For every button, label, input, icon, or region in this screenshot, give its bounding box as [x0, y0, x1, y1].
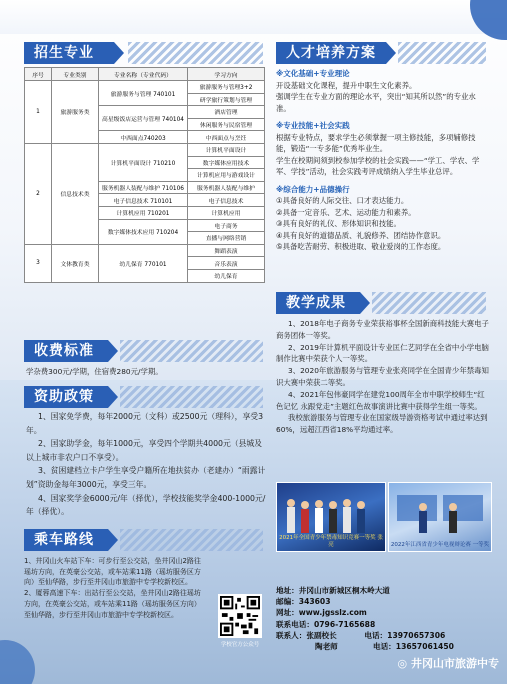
talent-line: ①具备良好的人际交往、口才表达能力。 [276, 196, 409, 205]
aid-item: 2、国家助学金，每年1000元，享受四个学期共4000元（县城及以上城市非农户口不享受）。 [26, 439, 262, 462]
section-title-fees: 收费标准 [24, 340, 108, 362]
result-item: 我校旅游服务与管理专业在国家级导游资格考试中通过率达到60%，远超江西省18%平均通过率。 [276, 413, 488, 435]
school-logo-text [398, 655, 499, 671]
aid-item: 3、贫困建档立卡户学生享受户籍所在地扶贫办（老建办）“雨露计划”资助金每年3000元，享受三年。 [26, 466, 266, 489]
aid-item: 4、国家奖学金6000元/年（择优），学校技能奖学金400-1000元/年（择优）。 [26, 493, 266, 517]
label: 电话： [373, 642, 396, 652]
person-name: 陶老师 [315, 642, 338, 652]
decor-stripe [398, 42, 486, 64]
qr-caption: 学校官方公众号 [220, 642, 260, 648]
route-item: 1、井冈山火车站下车：可步行至公交站，坐井冈山2路往瑶坊方向，在英豪公交站，或车站乘11路（瑶坊服务区方向）至仙华路，步行至井冈山市旅游中专学校新校区。 [24, 557, 201, 587]
cell-direction: 酒店管理 [188, 106, 265, 119]
cell-direction: 休闲服务与民宿管理 [188, 118, 265, 131]
cell-direction: 服务机器人装配与维护 [188, 181, 265, 194]
photo-figures [277, 489, 384, 539]
cell-major: 中西面点740203 [99, 131, 188, 144]
decor-stripe [120, 340, 263, 362]
section-title-aid: 资助政策 [24, 386, 108, 408]
phone-value: 0796-7165688 [313, 619, 376, 629]
cell-major: 数字媒体技术应用 710204 [99, 219, 188, 244]
cell-direction: 计算机平面设计 [188, 143, 265, 156]
section-title-talent: 人才培养方案 [276, 42, 386, 64]
qr-code[interactable] [218, 594, 262, 638]
cell-no: 2 [25, 143, 52, 244]
results-list [276, 318, 490, 436]
photo-caption: 2022年江西省青少年电视辩论赛 一等奖 [390, 542, 490, 548]
contact-phone [276, 619, 476, 630]
postcode-value: 343603 [298, 597, 331, 607]
result-item: 1、2018年电子商务专业荣获裕事杯全国新商科技能大赛电子商务团体一等奖。 [276, 319, 489, 340]
contact-person-1 [276, 630, 476, 641]
decor-stripe [120, 529, 263, 551]
cell-major: 计算机平面设计 710210 [99, 143, 188, 181]
cell-direction: 电子商务 [188, 219, 265, 232]
address-value: 井冈山市新城区桐木岭大道 [298, 586, 390, 595]
table-header-cell: 专业类别 [52, 68, 99, 81]
talent-heading: ※综合能力+品德操行 [276, 184, 350, 194]
talent-heading: ※文化基础+专业理论 [276, 69, 350, 78]
school-name: 井冈山市旅游中专 [411, 657, 499, 670]
route-item: 2、厦蓉高速下车：出站行至公交站，坐井冈山2路往瑶坊方向，在英豪公交站，或车站乘11路（瑶坊服务区方向）至仙华路，步行至井冈山市旅游中专学校新校区。 [24, 589, 201, 619]
result-item: 2、2019年计算机平面设计专业匡仁艺同学在全省中小学电脑制作比赛中荣获个人一等奖。 [276, 342, 489, 364]
cell-major: 幼儿保育 770101 [99, 244, 188, 282]
section-title-enroll: 招生专业 [24, 42, 114, 64]
contact-person-2 [276, 641, 476, 652]
contact-block [276, 585, 476, 652]
talent-line: ④具有良好的道德品质、礼貌修养、团结协作意识。 [276, 230, 446, 240]
decor-stripe [120, 386, 263, 408]
contact-postcode [276, 596, 476, 607]
cell-category: 旅游服务类 [52, 81, 99, 144]
cell-category: 信息技术类 [52, 143, 99, 244]
decor-stripe [128, 42, 263, 64]
talent-heading: ※专业技能+社会实践 [276, 121, 350, 130]
cell-no: 1 [25, 81, 52, 144]
cell-major: 计算机应用 710201 [99, 206, 188, 219]
major-table [24, 67, 265, 283]
cell-direction: 中西面点与烹饪 [188, 131, 265, 144]
talent-line: ⑤具备吃苦耐劳、积极进取、敬业爱岗的工作态度。 [276, 242, 446, 251]
table-row [25, 143, 265, 156]
aid-list [26, 410, 266, 519]
top-strip [0, 0, 507, 34]
qr-icon [220, 596, 260, 636]
cell-direction: 研学旅行策划与管理 [188, 93, 265, 106]
cell-direction: 电子信息技术 [188, 194, 265, 207]
logo-icon: ◎ [397, 657, 408, 670]
label: 电话： [364, 630, 388, 640]
table-header-cell: 序号 [25, 68, 52, 81]
award-photo [276, 482, 386, 552]
cell-major: 服务机器人装配与维护 710106 [99, 181, 188, 194]
talent-line: ③具有良好的礼仪、形体知识和技能。 [276, 219, 401, 228]
talent-line: 强调学生在专业方面的理论水平，突出“知其所以然”的专业水准。 [276, 92, 476, 113]
cell-direction: 数字媒体应用技术 [188, 156, 265, 169]
cell-direction: 直播与网络营销 [188, 232, 265, 245]
table-header-cell: 学习方向 [188, 68, 265, 81]
cell-major: 高星级饭店运营与管理 740104 [99, 106, 188, 131]
table-header-cell: 专业名称（专业代码） [99, 68, 188, 81]
cell-major: 电子信息技术 710101 [99, 194, 188, 207]
website-link[interactable]: www.jgsslz.com [298, 608, 367, 618]
cell-direction: 音乐表演 [188, 257, 265, 270]
cell-major: 旅游服务与管理 740101 [99, 81, 188, 106]
result-item: 4、2021年包伟豪同学在建党100周年全市中职学校师生“红色记忆 永跟党走”主题红色故事演讲比赛中获得学生组一等奖。 [276, 389, 485, 411]
cell-direction: 幼儿保育 [188, 269, 265, 282]
person-phone: 13657061450 [395, 642, 454, 652]
cell-direction: 旅游服务与管理3+2 [188, 81, 265, 94]
cell-no: 3 [25, 244, 52, 282]
cell-category: 文体教育类 [52, 244, 99, 282]
table-row [25, 81, 265, 94]
person-name: 张副校长 [306, 630, 337, 640]
section-title-route: 乘车路线 [24, 529, 108, 551]
table-header-row [25, 68, 265, 81]
talent-line: 学生在校期间须到校参加学校的社会实践——“学工、学农、学军、学技”活动，社会实践考评成绩纳入学生毕业总评。 [276, 155, 480, 176]
cell-direction: 计算机应用 [188, 206, 265, 219]
talent-line: 根据专业特点，要求学生必须掌握一项主修技能，多项辅修技能，锻造“一专多能”优秀毕业生。 [276, 132, 476, 153]
award-photo [388, 482, 492, 552]
aid-item: 1、国家免学费，每年2000元（文科）或2500元（理科），享受3年。 [26, 412, 264, 435]
cell-direction: 计算机应用与游戏设计 [188, 169, 265, 182]
talent-line: ②具备一定音乐、艺术、运动能力和素养。 [276, 207, 416, 217]
route-list [24, 556, 204, 620]
decor-stripe [372, 292, 486, 314]
label: 邮编： [276, 597, 299, 607]
result-item: 3、2020年旅游服务与管理专业张亮同学在全国青少年禁毒知识大赛中荣获二等奖。 [276, 366, 489, 387]
table-row [25, 244, 265, 257]
talent-line: 开设基础文化课程，提升中职生文化素养。 [276, 80, 417, 90]
label: 地址： [276, 586, 299, 595]
label: 网址： [276, 608, 299, 618]
contact-address [276, 585, 476, 596]
label: 联系人： [276, 630, 307, 640]
contact-website [276, 607, 476, 618]
label: 联系电话： [276, 619, 314, 629]
fees-text: 学杂费300元/学期，住宿费280元/学期。 [26, 367, 163, 376]
talent-content [276, 68, 490, 253]
photo-caption: 2021年全国青少年禁毒知识竞赛一等奖 张亮 [279, 535, 383, 548]
cell-direction: 舞蹈表演 [188, 244, 265, 257]
section-title-results: 教学成果 [276, 292, 360, 314]
person-phone: 13970657306 [387, 630, 446, 640]
photo-figures [389, 489, 489, 539]
